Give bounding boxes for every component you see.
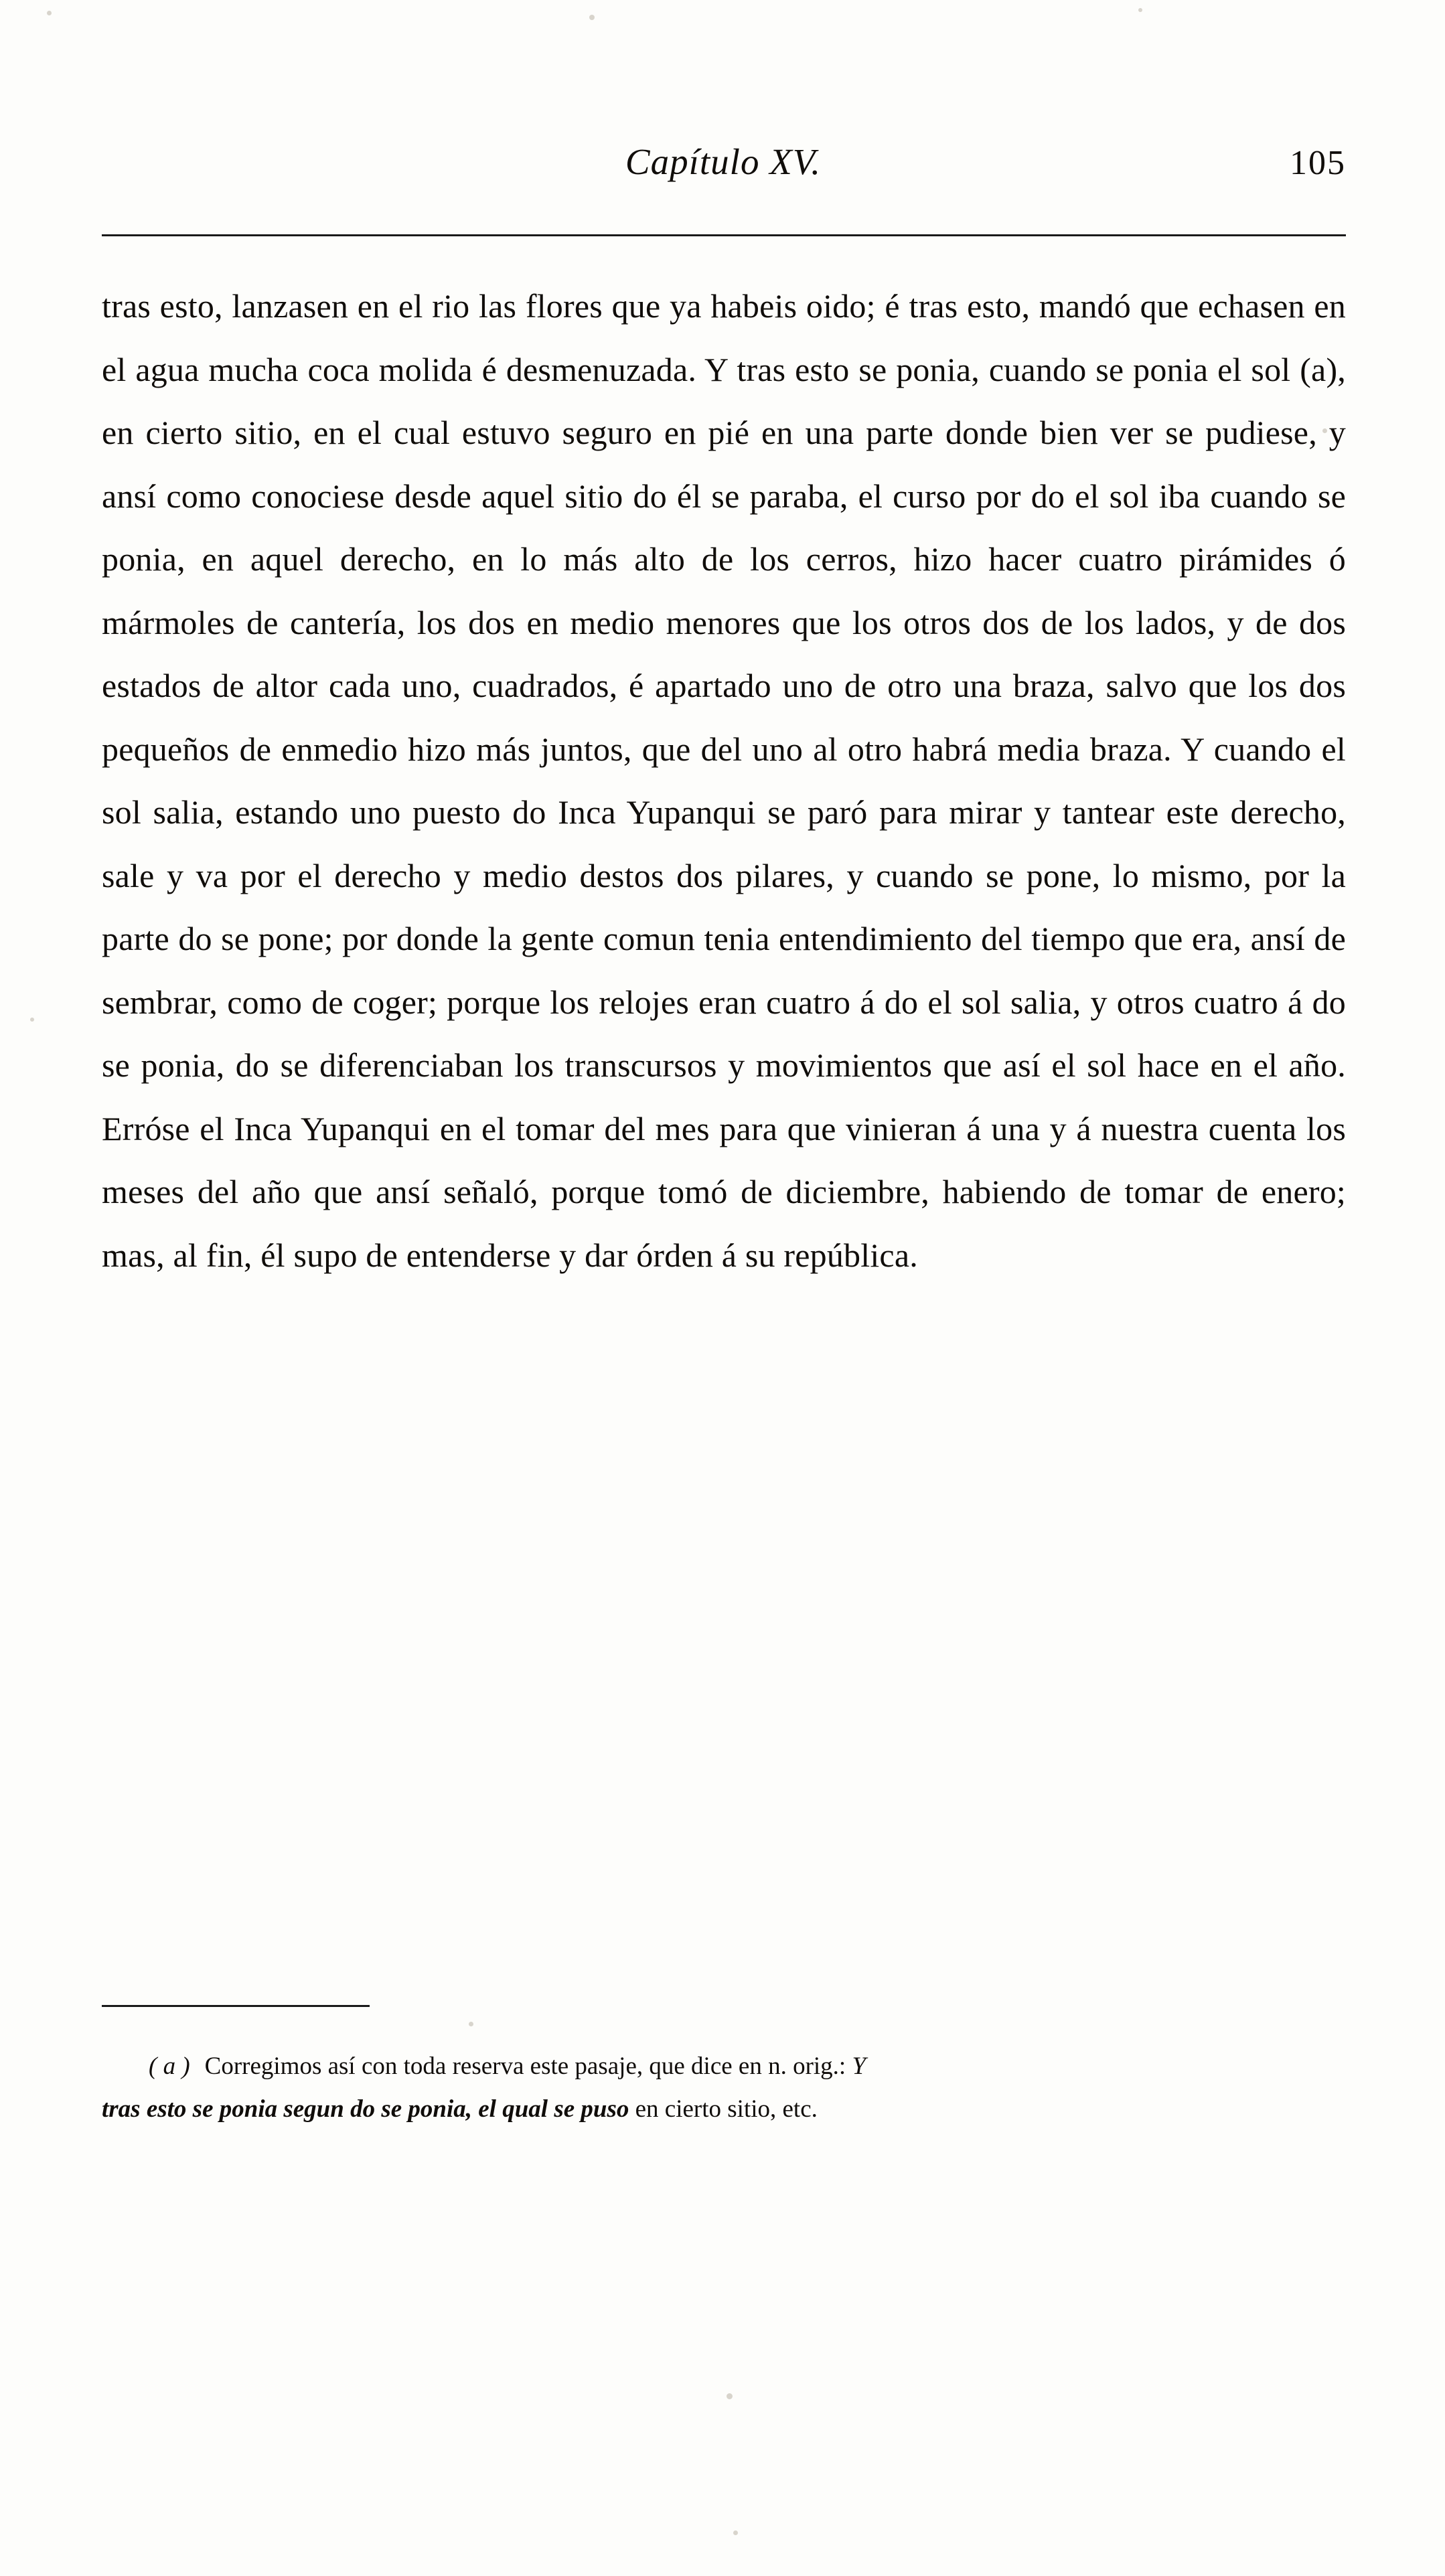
page-title: Capítulo XV. <box>625 141 822 182</box>
scan-speck <box>30 1018 34 1022</box>
scan-speck <box>469 2022 473 2026</box>
scan-speck <box>727 2393 733 2399</box>
scan-speck <box>47 11 52 15</box>
body-paragraph-container <box>102 274 1346 1287</box>
scan-speck <box>1138 8 1142 12</box>
body-paragraph: tras esto, lanzasen en el rio las flores que ya habeis oido; é tras esto, mandó que echasen en el agua mucha coca molida é desmenuzada. Y tras esto se ponia, cuando se ponia el sol (a), en cierto sitio, en el cual estuvo seguro en pié en una parte donde bien ver se pudiese, y ansí como conociese desde aquel sitio do él se paraba, el curso por do el sol iba cuando se ponia, en aquel derecho, en lo más alto de los cerros, hizo hacer cuatro pirámides ó mármoles de cantería, los dos en medio menores que los otros dos de los lados, y de dos estados de altor cada uno, cuadrados, é apartado uno de otro una braza, salvo que los dos pequeños de enmedio hizo más juntos, que del uno al otro habrá media braza. Y cuando el sol salia, estando uno puesto do Inca Yupanqui se paró para mirar y tantear este derecho, sale y va por el derecho y medio destos dos pilares, y cuando se pone, lo mismo, por la parte do se pone; por donde la gente comun tenia entendimiento del tiempo que era, ansí de sembrar, como de coger; porque los relojes eran cuatro á do el sol salia, y otros cuatro á do se ponia, do se diferenciaban los transcursos y movimientos que así el sol hace en el año. Erróse el Inca Yupanqui en el tomar del mes para que vinieran á una y á nuestra cuenta los meses del año que ansí señaló, porque tomó de diciembre, habiendo de tomar de enero; mas, al fin, él supo de entenderse y dar órden á su república. <box>102 287 1346 1274</box>
footnote-divider <box>102 2005 370 2007</box>
footnote-marker: ( a ) <box>149 2052 190 2080</box>
running-header <box>100 141 1346 201</box>
scan-speck <box>733 2530 738 2535</box>
footnote-italic-quote: tras esto se ponia segun do se ponia, el qual se puso <box>102 2095 629 2123</box>
scan-speck <box>589 15 595 20</box>
footnote-text-tail: en cierto sitio, etc. <box>629 2095 818 2123</box>
footnote-text-lead: Corregimos así con toda reserva este pasaje, que dice en n. orig.: <box>204 2052 852 2080</box>
footnote-italic-lead: Y <box>852 2052 866 2080</box>
footnote <box>102 2045 1346 2131</box>
page-number: 105 <box>1290 144 1346 182</box>
header-divider <box>102 234 1346 236</box>
